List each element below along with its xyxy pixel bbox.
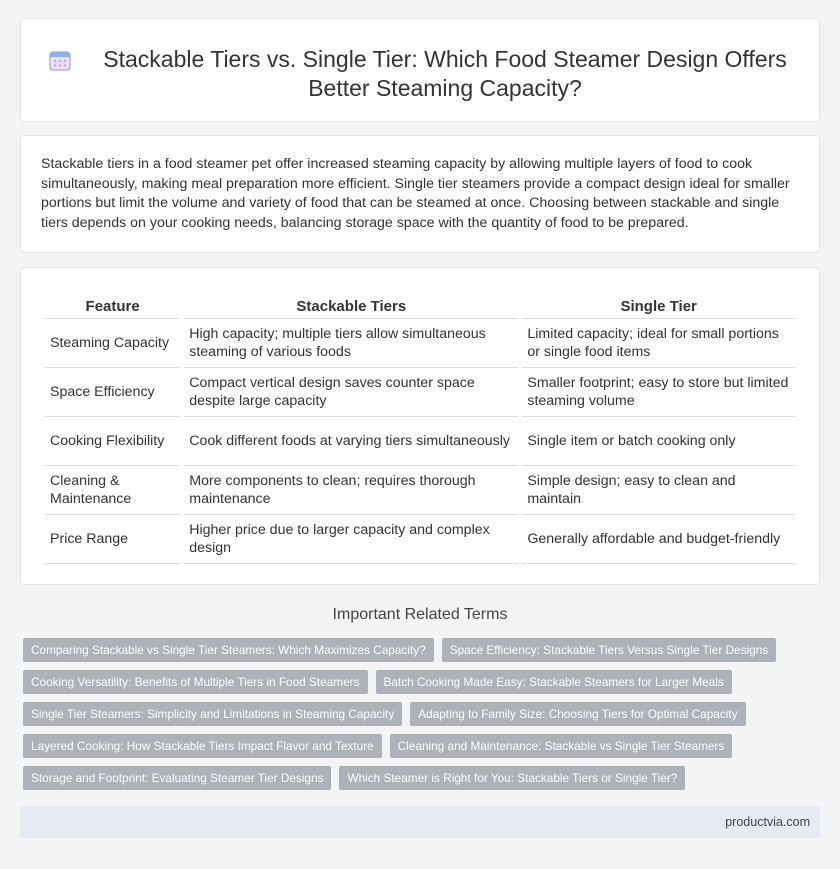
title-card xyxy=(20,18,820,122)
comparison-table xyxy=(41,294,799,564)
cell-stackable: Compact vertical design saves counter space despite large capacity xyxy=(184,368,518,417)
table-row xyxy=(45,466,795,515)
cell-feature: Steaming Capacity xyxy=(45,319,180,368)
related-term-link[interactable]: Batch Cooking Made Easy: Stackable Steamers for Larger Meals xyxy=(376,670,732,694)
related-term-link[interactable]: Adapting to Family Size: Choosing Tiers for Optimal Capacity xyxy=(410,702,745,726)
related-term-link[interactable]: Cooking Versatility: Benefits of Multiple Tiers in Food Steamers xyxy=(23,670,368,694)
cell-stackable: High capacity; multiple tiers allow simultaneous steaming of various foods xyxy=(184,319,518,368)
cell-stackable: More components to clean; requires thorough maintenance xyxy=(184,466,518,515)
comparison-table-card xyxy=(20,267,820,585)
footer-site-link[interactable]: productvia.com xyxy=(725,815,810,829)
cell-single: Limited capacity; ideal for small portions or single food items xyxy=(522,319,795,368)
page-title: Stackable Tiers vs. Single Tier: Which Food Steamer Design Offers Better Steaming Capacity? xyxy=(103,46,787,101)
related-term-link[interactable]: Which Steamer is Right for You: Stackable Tiers or Single Tier? xyxy=(339,766,685,790)
table-row xyxy=(45,417,795,466)
header-stackable: Stackable Tiers xyxy=(184,294,518,319)
table-row xyxy=(45,319,795,368)
related-term-link[interactable]: Single Tier Steamers: Simplicity and Limitations in Steaming Capacity xyxy=(23,702,402,726)
table-row xyxy=(45,368,795,417)
cell-single: Generally affordable and budget-friendly xyxy=(522,515,795,564)
cell-feature: Price Range xyxy=(45,515,180,564)
table-row xyxy=(45,515,795,564)
cell-feature: Cooking Flexibility xyxy=(45,417,180,466)
cell-single: Simple design; easy to clean and maintain xyxy=(522,466,795,515)
related-term-link[interactable]: Layered Cooking: How Stackable Tiers Impact Flavor and Texture xyxy=(23,734,382,758)
calendar-icon xyxy=(49,49,71,71)
footer xyxy=(20,806,820,838)
related-term-link[interactable]: Comparing Stackable vs Single Tier Steamers: Which Maximizes Capacity? xyxy=(23,638,434,662)
cell-feature: Cleaning & Maintenance xyxy=(45,466,180,515)
related-term-link[interactable]: Space Efficiency: Stackable Tiers Versus Single Tier Designs xyxy=(442,638,776,662)
related-terms-list xyxy=(23,638,813,790)
header-single: Single Tier xyxy=(522,294,795,319)
related-terms-heading: Important Related Terms xyxy=(332,606,508,623)
cell-single: Single item or batch cooking only xyxy=(522,417,795,466)
cell-feature: Space Efficiency xyxy=(45,368,180,417)
related-term-link[interactable]: Cleaning and Maintenance: Stackable vs Single Tier Steamers xyxy=(390,734,733,758)
cell-single: Smaller footprint; easy to store but limited steaming volume xyxy=(522,368,795,417)
header-feature: Feature xyxy=(45,294,180,319)
table-header-row xyxy=(45,294,795,319)
related-term-link[interactable]: Storage and Footprint: Evaluating Steamer Tier Designs xyxy=(23,766,331,790)
cell-stackable: Cook different foods at varying tiers simultaneously xyxy=(184,417,518,466)
intro-paragraph: Stackable tiers in a food steamer pet offer increased steaming capacity by allowing multiple layers of food to cook simultaneously, making meal preparation more efficient. Single tier steamers provide a compact design ideal for smaller portions but limit the volume and variety of food that can be steamed at once. Choosing between stackable and single tiers depends on your cooking needs, balancing storage space with the quantity of food to be prepared. xyxy=(41,156,790,231)
intro-card xyxy=(20,135,820,253)
cell-stackable: Higher price due to larger capacity and complex design xyxy=(184,515,518,564)
